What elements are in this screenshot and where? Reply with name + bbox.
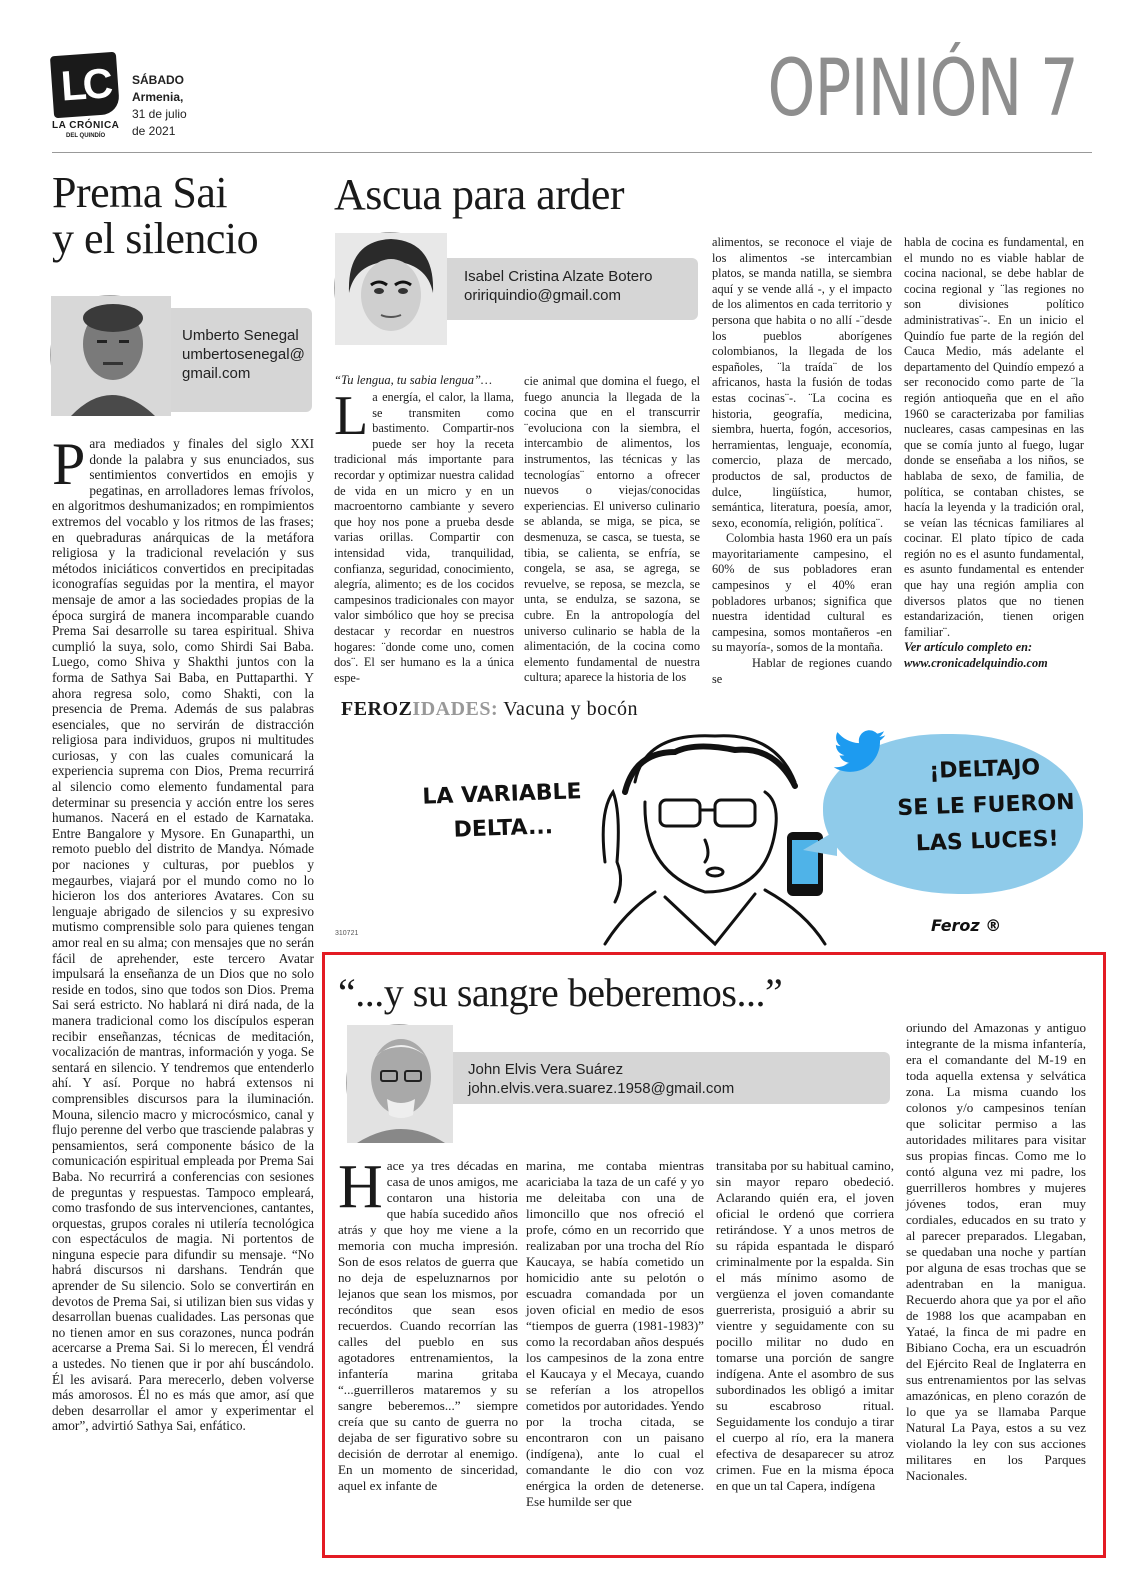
cartoon-label [341,698,638,721]
article2-title: Ascua para arder [334,170,625,219]
article2-col3a: alimentos, se reconoce el viaje de los alimentos -se intercambian platos, se manda natilla, se siembra aquí y se vende allá -, y el impacto de los alimentos en cada territorio y persona que habita o no allí -¨desde los pueblos aborígenes colombianos, la llegada de los españoles, ¨la traída¨ de los africanos, hasta la fusión de todas estas cocinas¨-. ¨La cocina es historia, geografía, medicina, siembra, huerta, fogón, accesorios, herramientas, lenguaje, economía, comercio, plaza de mercado, productos de sal, productos de dulce, lingüística, humor, semántica, literatura, poesía, amor, sexo, economía, religión, política¨. [712,235,892,530]
issue-city: Armenia, [132,90,184,104]
cartoon [335,690,1095,948]
cartoon-label-title: Vacuna y bocón [503,698,639,720]
article3-author-box [400,1052,890,1104]
cartoon-label-bold: FEROZ [341,698,413,720]
author-portrait-icon [347,1025,453,1143]
article3-col2: marina, me contaba mientras acariciaba la taza de un café y yo me deleitaba con una de limoncillo que nos ofreció el profe, cómo en un recorrido que realizaban por una trocha del Río Kaucaya, se había cometido un homicidio ante su pelotón o escuadra comandada por un joven oficial en medio de esos “tiempos de guerra (1981-1983)” como la recordaban años después los campesinos de la zona entre el Kaucaya y el Mecaya, cuando se referían a los atropellos cometidos por autoridades. Yendo por la trocha citada, se encontraron con un paisano (indígena), ante lo cual el comandante le dio con voz enérgica la orden de detenerse. Ese humilde ser que [526,1158,704,1509]
article3-col1 [338,1153,518,1546]
article2-col2: cie animal que domina el fuego, el fuego anuncia la llegada de la cocina que en el transcurrir ¨evoluciona con la siembra, el intercambio de alimentos, los instrumentos, las técnicas y las tecnologías¨ entorno a ofrecer nuevos o viejas/conocidas experiencias. El universo culinario se ablanda, se miga, se pica, se desmenuza, se casca, se tuesta, se tibia, se calienta, se enfría, se congela, se asa, se agrega, se revuelve, se reposa, se mezcla, se unta, se endulza, se sazona, se cubre. En la antropología del universo culinario se habla de la alimentación, de la cocina como elemento fundamental de nuestra cultura; aparece la historia de los [524,374,700,685]
issue-date-line2: de 2021 [132,124,176,138]
article2-author-name: Isabel Cristina Alzate Botero [464,268,653,285]
article2-epigraph: “Tu lengua, tu sabia lengua”… [334,373,493,387]
article3-author-name: John Elvis Vera Suárez [468,1061,624,1078]
issue-day: SÁBADO [132,73,185,87]
cartoon-left-text [422,775,584,849]
article2-col1 [334,385,514,685]
issue-date-line1: 31 de julio [132,107,187,121]
article2-more-label: Ver artículo completo en: [904,640,1033,655]
article1-author-photo [50,295,170,415]
twitter-bird-icon [831,730,889,776]
newspaper-logo [50,52,120,118]
article1-author-email-1: umbertosenegal@ [182,346,305,363]
section-title: OPINIÓN 7 [767,44,1078,134]
article1-author-email-2: gmail.com [182,365,251,382]
speech-bubble-line3: LAS LUCES! [915,826,1059,857]
speech-bubble-tail [803,830,837,856]
article3-col1-text: ace ya tres décadas en casa de unos amigos, me contaron una historia que había sucedido años atrás y que hoy me viene a la memoria con mucha impresión. Son de esos relatos de guerra que no deja de espeluznarnos por lejanos que sean los mismos, por recónditos que sean esos recuerdos. Cuando recorrían las calles del pueblo en sus agotadores entrenamientos, la infantería marina gritaba “...guerrilleros mataremos y su sangre beberemos...” siempre creía que su canto de guerra no dejaba de ser figurativo sobre su decisión de derrotar al enemigo. En un momento de sinceridad, aquel ex infante de [338,1158,518,1493]
article1-title-line2: y el silencio [52,214,259,264]
cartoon-signature: Feroz ® [931,916,1002,935]
article3-author-photo [346,1024,452,1142]
article1-body [52,431,314,1521]
logo-subtitle: DEL QUINDÍO [66,133,106,139]
article2-author-email: oririquindio@gmail.com [464,287,621,304]
cartoon-code: 310721 [335,930,359,937]
article2-more-link[interactable]: www.cronicadelquindio.com [904,656,1048,671]
article2-col4-text: habla de cocina es fundamental, en el mundo no es viable hablar de cocina nacional, se debe hablar de cocina regional y ¨las regiones no son divisiones político administrativas¨-. En un inicio el Quindío fue parte de la región del Cauca Medio, más adelante el departamento del Quindío empezó a ser reconocido como parte de ¨la región antioqueña que en el año 1960 se caracterizaba por familias nucleares, casas campesinas en las que se comía junto al fuego, lugar donde se enseñaba a los niños, se hablaba de sexo, de familia, de política, se contaban chistes, se hacía la leyenda y la tradición oral, se veían las técnicas familiares al cocinar. El plato típico de cada región no es el asunto fundamental, es asunto fundamental es entender que hay una región amplia con diversos platos que no tienen estandarización, tienen origen familiar¨. [904,235,1084,639]
article1-title-line1: Prema Sai [52,168,228,217]
article2-col3 [712,235,892,686]
article3-col4: oriundo del Amazonas y antiguo integrante de la misma infantería, era el comandante del M-19 en toda aquella extensa y selvática zona. La misma cuando los colonos y/o campesinos tenían que solicitar permiso a las autoridades militares para visitar sus propias fincas. Como me lo contó alguna vez mi padre, los guerrilleros hombres y mujeres jóvenes todos, eran muy cordiales, educados en su trato y al parecer preparados. Llegaban, se quedaban una noche y partían por alguna de esas trochas que se adentraban en la manigua. Recuerdo ahora que ya por el año de 1988 los que acampaban en Yataé, la finca de mi padre en Bibiano Cocha, era un escuadrón del Ejército Real de Inglaterra en sus entrenamientos por las selvas amazónicas, en pleno corazón de lo que ya se llamaba Parque Natural La Paya, estos a su vez violando la ley con sus acciones militares en los Parques Nacionales. [906,1020,1086,1483]
issue-date [132,72,187,140]
article2-col3c: Hablar de regiones cuando se [712,656,892,686]
article3-col3: transitaba por su habitual camino, sin mayor reparo obedeció. Aclarando quién era, el joven oficial le ordenó que corriera retirándose. Y a unos metros de su rápida espantada le disparó criminalmente por la espalda. Sin el más mínimo asomo de vergüenza el joven comandante guerrerista, prosiguió a abrir su vientre y seguidamente con su pocillo militar no dudo en tomarse una porción de sangre indígena. Ante el asombro de sus subordinados les obligó a imitar su escabroso ritual. Seguidamente los condujo a tirar el cuerpo al río, era la manera efectiva de desaparecer su atroz crimen. Fue en la misma época en que un tal Capera, indígena [716,1158,894,1493]
article1-dropcap: P [52,431,86,497]
header-rule [52,152,1092,153]
article1-body-text: ara mediados y finales del siglo XXI donde la palabra y sus enunciados, sus sentimientos convertidos en emojis y pegatinas, en arrolladores lemas frívolos, en algoritmos deshumanizados; en rompimientos extremos del vocablo y los ritmos de las frases; en quebraduras anárquicas de la metáfora religiosa y la tradicional revelación y sus métodos iniciáticos convertidos en precipitadas iconografías seguidas por la mentira, el mayor mensaje de amor a las sociedades propias de la época surgirá de manera incomparable cuando Prema Sai desarrolle su tarea espiritual. Shiva cumplió la suya, solo, como Shirdi Sai Baba. Luego, como Shiva y Shakthi juntos con la forma de Sathya Sai Baba, en Puttaparthi. Y ahora regresa solo, como Shakti, con la presencia de Prema. Además de sus palabras esenciales, que no servirán de distracción religiosa para individuos, grupos ni multitudes curiosas, y con las cuales comunicará la experiencia suprema con Dios, Prema recurrirá al silencio como elemento fundamental para determinar su presencia y acción entre los seres humanos. Nacerá en el estado de Karnataka. Entre Bangalore y Mysore. En Gunaparthi, un remoto pueblo del distrito de Mandya. Nómade por naciones y culturas, por pueblos y megaurbes, viajará por el mundo como no lo hicieron los dos anteriores Avatares. Con su lenguaje abrigado de silencios y su expresivo mutismo comprensible solo para quienes tengan amor real en su alma; con mensajes que no serán fácil de aprehender, este tercero Avatar impulsará la enseñanza de un Dios que no solo reside en todos, sino que todos son Dios. Prema Sai será estricto. No hablará ni dirá nada, de la manera tradicional como los discípulos esperan recibir enseñanzas, técnicas de meditación, vocalización de mantras, información y yoga. Se sentará en silencio. Y tendremos que entenderlo ahí. Y así. Porque no habrá extensos ni comprensibles discursos para la iluminación. Mouna, silencio macro y microcósmico, canal y flujo perenne del verbo que trasciende palabras y pensamientos, será componente básico de la comunicación espiritual empleada por Prema Sai Baba. No recurrirá a conferencias con sesiones de preguntas y respuestas. Tampoco empleará, como trasfondo de sus intervenciones, cantantes, orquestas, grupos corales ni utilería tecnológica con espectáculos de magia. Ni portentos de ninguna especie para difundir su mensaje. “No habrá discursos ni darshans. Tendrán que aprender de Su silencio. Solo se convertirán en devotos de Prema Sai, si utilizan bien sus vidas y desarrollan buenas cualidades. Las personas que no tienen amor en sus corazones, nunca podrán acercarse a Prema Sai. Si lo merecen, Él vendrá a ustedes. No tienen que ir por ahí buscándolo. Él les avisará. Para merecerlo, deben volverse más amorosos. Él no es más que amor, así que deben desarrollar el amor y experimentar el amor”, advirtió Sathya Sai, enfático. [52,436,314,1434]
article2-dropcap: L [334,385,369,447]
speech-bubble-line1: ¡DELTAJO [928,755,1041,784]
cartoon-left-text-1: LA VARIABLE [422,779,583,810]
article1-author-name: Umberto Senegal [182,327,299,344]
author-portrait-icon [335,233,447,345]
logo-letters: LC [59,59,111,110]
logo-name: LA CRÓNICA [52,120,120,131]
article2-col3b: Colombia hasta 1960 era un país mayoritariamente campesino, el 60% de sus pobladores eran campesinos y el 40% eran pobladores urbanos; significa que nuestra identidad cultural es campesina, somos montañeros -en su mayoría-, somos de la montaña. [712,531,892,655]
speech-bubble-text [889,749,1083,864]
author-portrait-icon [51,296,171,416]
article2-col1-text: a energía, el calor, la llama, se transmiten como bastimento. Compartir-nos puede ser hoy la receta tradicional más importante para recordar y optimizar nuestra calidad de vida en un micro y en un macroentorno cambiante y severo que hoy nos pone a prueba desde varias orillas. Compartir con intensidad vida, tranquilidad, confianza, seguridad, conocimiento, alegría, alimento; es de los cocidos campesinos tradicionales con mayor valor simbólico que hoy se precisa destacar y recordar en nuestros hogares: ¨donde come uno, comen dos¨. El ser humano es la a única espe- [334,390,514,685]
speech-bubble-line2: SE LE FUERON [896,789,1075,822]
cartoon-left-text-2: DELTA... [453,814,554,843]
article2-col4 [904,235,1084,670]
article1-title [52,170,258,262]
cartoon-label-gray: IDADES: [412,698,499,720]
article3-title: “...y su sangre beberemos...” [338,970,783,1015]
article2-author-photo [334,232,446,344]
article3-author-email: john.elvis.vera.suarez.1958@gmail.com [468,1080,735,1097]
article3-dropcap: H [338,1153,383,1221]
